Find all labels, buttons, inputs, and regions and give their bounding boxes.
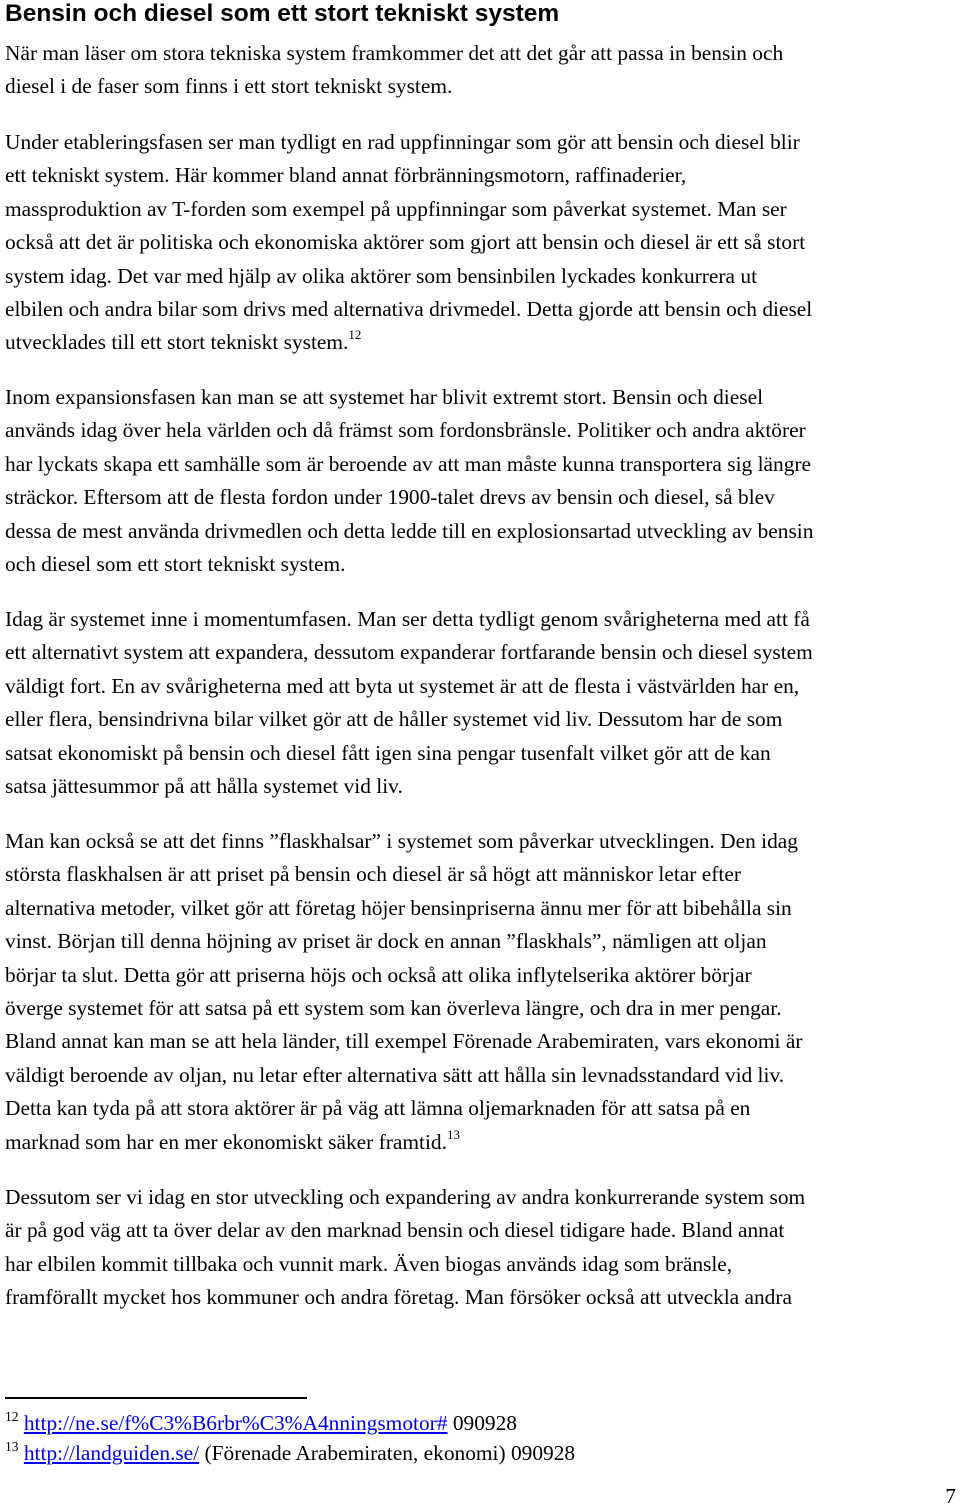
text-line: Bland annat kan man se att hela länder, till exempel Förenade Arabemiraten, vars ekonomi är	[5, 1029, 803, 1054]
text-line: dessa de mest använda drivmedlen och detta ledde till en explosionsartad utveckling av bensin	[5, 518, 814, 543]
text-line: vinst. Början till denna höjning av priset är dock en annan ”flaskhals”, nämligen att oljan	[5, 929, 767, 954]
footnote-link[interactable]: http://ne.se/f%C3%B6rbr%C3%A4nningsmotor#	[23, 1411, 448, 1435]
text-line: används idag över hela världen och då främst som fordonsbränsle. Politiker och andra aktörer	[5, 418, 806, 443]
text-line: alternativa metoder, vilket gör att företag höjer bensinpriserna ännu mer för att bibehålla sin	[5, 895, 792, 920]
text-line: har elbilen kommit tillbaka och vunnit mark. Även biogas används idag som bränsle,	[5, 1251, 733, 1276]
text-line: system idag. Det var med hjälp av olika aktörer som bensinbilen lyckades konkurrera ut	[5, 263, 758, 288]
paragraph-momentumfasen	[5, 603, 960, 803]
footnote-link[interactable]: http://landguiden.se/	[23, 1441, 200, 1465]
text-line: Inom expansionsfasen kan man se att systemet har blivit extremt stort. Bensin och diesel	[5, 385, 764, 409]
paragraph-konkurrerande-system	[5, 1181, 960, 1315]
footnote-reference: 13	[446, 1126, 460, 1142]
text-line: överge systemet för att satsa på ett system som kan överleva längre, och dra in mer pengar.	[5, 995, 782, 1020]
paragraph-expansionsfasen	[5, 381, 960, 581]
text-line-content: marknad som har en mer ekonomiskt säker framtid.	[5, 1129, 447, 1154]
text-line: satsat ekonomiskt på bensin och diesel fått igen sina pengar tusenfalt vilket gör att de kan	[5, 740, 771, 765]
footnote-separator	[5, 1397, 307, 1399]
footnote-number: 13	[5, 1439, 19, 1454]
text-line: har lyckats skapa ett samhälle som är beroende av att man måste kunna transportera sig längre	[5, 451, 812, 476]
page-number: 7	[945, 1484, 956, 1508]
text-line: diesel i de faser som finns i ett stort tekniskt system.	[5, 74, 453, 99]
text-line: Idag är systemet inne i momentumfasen. Man ser detta tydligt genom svårigheterna med att få	[5, 607, 810, 631]
text-line: Dessutom ser vi idag en stor utveckling och expandering av andra konkurrerande system som	[5, 1185, 806, 1209]
text-line: väldigt beroende av oljan, nu letar efter alternativa sätt att hålla sin levnadsstandard vid liv.	[5, 1062, 785, 1087]
text-line: satsa jättesummor på att hålla systemet vid liv.	[5, 773, 403, 798]
text-line: framförallt mycket hos kommuner och andra företag. Man försöker också att utveckla andra	[5, 1285, 792, 1310]
section-heading: Bensin och diesel som ett stort tekniskt system	[5, 0, 560, 27]
footnote-13	[5, 1438, 575, 1468]
text-line: elbilen och andra bilar som drivs med alternativa drivmedel. Detta gjorde att bensin och diesel	[5, 296, 813, 321]
footnote-text: 090928	[447, 1411, 518, 1435]
text-line: väldigt fort. En av svårigheterna med att byta ut systemet är att de flesta i västvärlden har en,	[5, 673, 800, 698]
text-line: största flaskhalsen är att priset på bensin och diesel är så högt att människor letar efter	[5, 862, 741, 887]
paragraph-etableringsfasen	[5, 126, 960, 360]
paragraph-flaskhalsar	[5, 825, 960, 1159]
text-line: sträckor. Eftersom att de flesta fordon under 1900-talet drevs av bensin och diesel, så blev	[5, 485, 775, 510]
text-line: Man kan också se att det finns ”flaskhalsar” i systemet som påverkar utvecklingen. Den idag	[5, 829, 798, 853]
text-line: ett tekniskt system. Här kommer bland annat förbränningsmotorn, raffinaderier,	[5, 163, 687, 188]
text-line: När man läser om stora tekniska system framkommer det att det går att passa in bensin och	[5, 41, 784, 65]
text-line: är på god väg att ta över delar av den marknad bensin och diesel tidigare hade. Bland annat	[5, 1218, 785, 1243]
text-line: börjar ta slut. Detta gör att priserna höjs och också att olika inflytelserika aktörer börjar	[5, 962, 752, 987]
text-line: också att det är politiska och ekonomiska aktörer som gjort att bensin och diesel är ett så stort	[5, 230, 806, 255]
footnote-text: (Förenade Arabemiraten, ekonomi) 090928	[199, 1441, 576, 1465]
footnote-12	[5, 1408, 575, 1438]
text-line: Under etableringsfasen ser man tydligt en rad uppfinningar som gör att bensin och diesel blir	[5, 130, 800, 154]
footnotes	[5, 1408, 575, 1468]
text-line: och diesel som ett stort tekniskt system.	[5, 551, 346, 576]
text-line	[5, 1126, 960, 1159]
paragraph-intro	[5, 37, 960, 104]
text-line: Detta kan tyda på att stora aktörer är på väg att lämna oljemarknaden för att satsa på en	[5, 1096, 751, 1121]
text-line: massproduktion av T-forden som exempel på uppfinningar som påverkat systemet. Man ser	[5, 196, 787, 221]
text-line: ett alternativt system att expandera, dessutom expanderar fortfarande bensin och diesel system	[5, 640, 813, 665]
text-line: eller flera, bensindrivna bilar vilket gör att de håller systemet vid liv. Dessutom har de som	[5, 707, 783, 732]
text-line	[5, 326, 960, 359]
footnote-number: 12	[5, 1409, 19, 1424]
text-line-content: utvecklades till ett stort tekniskt system.	[5, 330, 349, 355]
footnote-reference: 12	[348, 327, 362, 343]
